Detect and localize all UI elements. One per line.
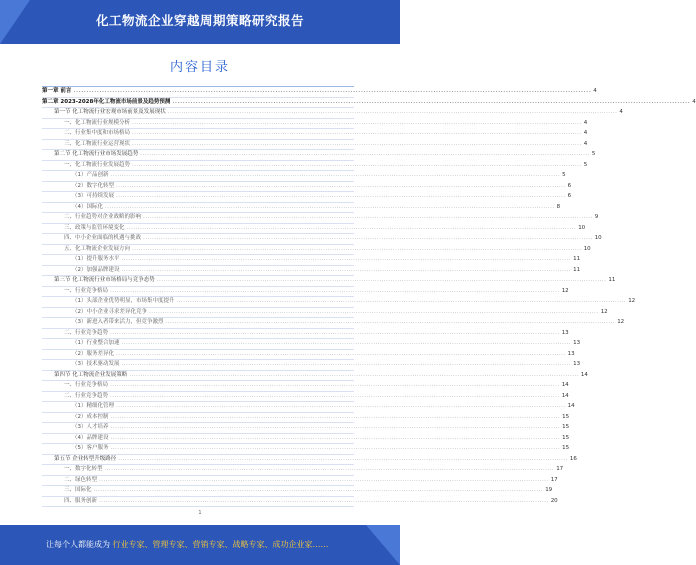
toc-entry-text: （4）国际化 (72, 203, 103, 210)
toc-entry[interactable] (42, 371, 588, 382)
toc-leader-dots: ........................................................................................................................................................................................................ (129, 371, 579, 378)
toc-leader-dots: ........................................................................................................................................................................................................ (104, 466, 555, 472)
toc-entry-text: （2）成本控制 (72, 413, 109, 420)
toc-entry-page: 15 (562, 434, 570, 441)
toc-leader-dots: ........................................................................................................................................................................................................ (121, 266, 572, 273)
toc-leader-dots: ........................................................................................................................................................................................................ (93, 487, 544, 493)
toc-entry-text: 第二节 化工物流行业市场发展趋势 (54, 151, 139, 157)
toc-entry-text: 二、行业竞争趋势 (64, 392, 109, 399)
toc-entry-text: 三、国际化 (64, 487, 92, 493)
toc-entry[interactable] (42, 234, 602, 245)
toc-entry-text: （1）产品创新 (72, 172, 109, 178)
toc-entry-text: 第一节 化工物流行业宏观市场前景及发展现状 (54, 109, 166, 115)
toc-entry-text: 二、行业集中度和市场格局 (64, 130, 131, 136)
toc-entry-text: 三、政策与监管环境变化 (64, 224, 125, 231)
toc-leader-dots: ........................................................................................................................................................................................................ (116, 403, 566, 409)
toc-entry-page: 5 (591, 151, 596, 157)
toc-entry-text: 一、化工物流行业规模分析 (64, 119, 131, 126)
toc-title: 内容目录 (169, 60, 230, 75)
toc-entry-text: （2）服务差异化 (72, 350, 114, 357)
toc-entry-page: 11 (608, 277, 616, 283)
toc-entry[interactable] (42, 392, 569, 403)
toc-entry-text: 第一章 前言 (42, 88, 72, 94)
toc-entry[interactable] (42, 224, 586, 235)
toc-entry[interactable] (42, 360, 581, 371)
toc-entry[interactable] (42, 423, 570, 434)
toc-leader-dots: ........................................................................................................................................................................................................ (110, 329, 560, 336)
toc-entry-page: 17 (550, 476, 558, 483)
toc-leader-dots: ........................................................................................................................................................................................................ (110, 424, 561, 430)
toc-leader-dots: ........................................................................................................................................................................................................ (73, 88, 592, 94)
toc-entry[interactable] (42, 402, 575, 413)
toc-entry[interactable] (42, 171, 566, 182)
toc-entry[interactable] (42, 255, 581, 266)
toc-leader-dots: ........................................................................................................................................................................................................ (121, 256, 572, 262)
toc-leader-dots: ........................................................................................................................................................................................................ (116, 193, 566, 199)
toc-entry[interactable] (42, 161, 588, 172)
page-number: 1 (198, 510, 202, 516)
toc-leader-dots: ........................................................................................................................................................................................................ (126, 224, 577, 231)
toc-entry-page: 13 (561, 329, 569, 336)
toc-entry-page: 15 (562, 413, 570, 420)
toc-entry-page: 9 (594, 214, 599, 220)
toc-entry-text: 五、化工物流企业发展方向 (64, 245, 131, 252)
toc-entry-text: （3）可持续发展 (72, 193, 114, 199)
toc-entry[interactable] (42, 182, 572, 193)
toc-leader-dots: ........................................................................................................................................................................................................ (167, 109, 618, 115)
toc-entry[interactable] (42, 287, 569, 298)
toc-leader-dots: ........................................................................................................................................................................................................ (110, 382, 560, 388)
toc-entry[interactable] (42, 87, 597, 98)
toc-entry-page: 15 (562, 424, 570, 430)
toc-leader-dots: ........................................................................................................................................................................................................ (110, 413, 561, 420)
toc-entry[interactable] (42, 129, 588, 140)
toc-leader-dots: ........................................................................................................................................................................................................ (172, 98, 691, 105)
toc-entry[interactable] (42, 486, 553, 497)
footer-slogan (46, 539, 329, 550)
toc-leader-dots: ........................................................................................................................................................................................................ (110, 434, 561, 441)
toc-entry-page: 4 (583, 130, 588, 136)
toc-entry-text: （1）精细化管理 (72, 403, 114, 409)
toc-entry[interactable] (42, 245, 591, 256)
toc-entry[interactable] (42, 297, 636, 308)
toc-leader-dots: ........................................................................................................................................................................................................ (110, 392, 560, 399)
toc-entry[interactable] (42, 203, 561, 214)
toc-entry-text: 二、行业趋势对企业战略的影响 (64, 214, 142, 220)
toc-entry-text: （5）客户服务 (72, 445, 109, 451)
header-banner (0, 0, 400, 44)
toc-entry-text: 二、行业竞争趋势 (64, 329, 109, 336)
toc-entry-text: 一、化工物流行业发展趋势 (64, 161, 131, 168)
toc-leader-dots: ........................................................................................................................................................................................................ (143, 235, 593, 241)
toc-entry-page: 15 (562, 445, 570, 451)
toc-entry[interactable] (42, 497, 558, 508)
toc-leader-dots: ........................................................................................................................................................................................................ (132, 130, 582, 136)
toc-entry-text: （1）头部企业优势明显，市场集中度提升 (72, 298, 175, 304)
toc-leader-dots: ........................................................................................................................................................................................................ (132, 161, 582, 168)
toc-entry-page: 10 (594, 235, 602, 241)
toc-entry-page: 4 (583, 140, 588, 147)
toc-leader-dots: ........................................................................................................................................................................................................ (156, 277, 607, 283)
toc-entry-text: （2）中小企业寻求差异化竞争 (72, 308, 148, 315)
toc-entry[interactable] (42, 276, 616, 287)
toc-entry-page: 16 (569, 455, 577, 462)
toc-entry-page: 14 (561, 392, 569, 399)
toc-entry[interactable] (42, 308, 608, 319)
toc-entry-text: （3）技术驱动发展 (72, 361, 120, 367)
toc-entry-page: 10 (583, 245, 591, 252)
toc-entry[interactable] (42, 192, 572, 203)
toc-entry-page: 12 (617, 319, 625, 325)
toc-entry-text: 四、中小企业面临的机遇与挑战 (64, 235, 142, 241)
toc-entry-page: 6 (567, 193, 572, 199)
toc-entry-page: 17 (556, 466, 564, 472)
footer-banner (0, 525, 400, 565)
toc-entry-text: 第三节 化工物流行业市场格局与竞争态势 (54, 277, 155, 283)
toc-leader-dots: ........................................................................................................................................................................................................ (116, 350, 566, 357)
toc-entry-page: 19 (545, 487, 553, 493)
toc-entry-page: 13 (567, 350, 575, 357)
toc-entry[interactable] (42, 150, 596, 161)
report-title: 化工物流企业穿越周期策略研究报告 (95, 13, 304, 28)
toc-leader-dots: ........................................................................................................................................................................................................ (121, 340, 572, 346)
toc-entry-text: 第四节 化工物流企业发展策略 (54, 371, 128, 378)
toc-entry-page: 10 (578, 224, 586, 231)
toc-entry-text: （1）行业整合加速 (72, 340, 120, 346)
toc-entry-page: 5 (583, 161, 588, 168)
toc-entry-text: （2）数字化转型 (72, 182, 114, 189)
toc-entry[interactable] (42, 98, 696, 109)
toc-entry[interactable] (42, 444, 570, 455)
toc-entry[interactable] (42, 413, 570, 424)
toc-leader-dots: ........................................................................................................................................................................................................ (149, 308, 599, 315)
toc-leader-dots: ........................................................................................................................................................................................................ (121, 361, 572, 367)
table-of-contents (42, 86, 696, 507)
toc-leader-dots: ........................................................................................................................................................................................................ (118, 455, 568, 462)
toc-entry-text: （1）提升服务水平 (72, 256, 120, 262)
toc-entry-text: 二、绿色转型 (64, 476, 98, 483)
toc-entry[interactable] (42, 465, 564, 476)
toc-entry-page: 12 (561, 287, 569, 294)
toc-entry-text: （4）品牌建设 (72, 434, 109, 441)
toc-entry-page: 4 (583, 119, 588, 126)
toc-entry-page: 13 (573, 361, 581, 367)
toc-entry-page: 4 (593, 88, 597, 94)
toc-leader-dots: ........................................................................................................................................................................................................ (110, 172, 561, 178)
toc-entry[interactable] (42, 339, 581, 350)
toc-entry-page: 8 (556, 203, 561, 210)
toc-entry-text: 三、化工物流行业运营现状 (64, 140, 131, 147)
toc-entry[interactable] (42, 381, 569, 392)
toc-entry-page: 6 (567, 182, 572, 189)
toc-entry-page: 12 (628, 298, 636, 304)
toc-leader-dots: ........................................................................................................................................................................................................ (110, 287, 560, 294)
toc-leader-dots: ........................................................................................................................................................................................................ (99, 497, 549, 504)
toc-entry-page: 13 (573, 340, 581, 346)
toc-entry[interactable] (42, 455, 577, 466)
toc-leader-dots: ........................................................................................................................................................................................................ (143, 214, 593, 220)
toc-entry-text: （3）新进入者带来活力，但竞争激烈 (72, 319, 164, 325)
toc-entry-page: 14 (561, 382, 569, 388)
toc-leader-dots: ........................................................................................................................................................................................................ (105, 203, 555, 210)
toc-entry-text: 一、行业竞争格局 (64, 287, 109, 294)
toc-leader-dots: ........................................................................................................................................................................................................ (165, 319, 616, 325)
toc-leader-dots: ........................................................................................................................................................................................................ (99, 476, 549, 483)
toc-entry-text: （2）加强品牌建设 (72, 266, 120, 273)
toc-entry-page: 5 (562, 172, 566, 178)
toc-entry[interactable] (42, 213, 599, 224)
toc-entry[interactable] (42, 318, 625, 329)
toc-entry-page: 11 (573, 266, 581, 273)
toc-entry-text: 四、服务创新 (64, 497, 98, 504)
toc-entry[interactable] (42, 108, 623, 119)
toc-leader-dots: ........................................................................................................................................................................................................ (132, 245, 582, 252)
toc-leader-dots: ........................................................................................................................................................................................................ (140, 151, 590, 157)
toc-leader-dots: ........................................................................................................................................................................................................ (132, 119, 582, 126)
toc-entry[interactable] (42, 119, 588, 130)
toc-entry-page: 14 (567, 403, 575, 409)
toc-leader-dots: ........................................................................................................................................................................................................ (110, 445, 561, 451)
footer-slant-decoration (366, 525, 400, 565)
toc-entry-text: 第二章 2023-2028年化工物流市场前景及趋势预测 (42, 98, 171, 105)
toc-leader-dots: ........................................................................................................................................................................................................ (116, 182, 566, 189)
toc-entry[interactable] (42, 140, 588, 151)
toc-entry[interactable] (42, 434, 570, 445)
toc-entry-text: （3）人才培养 (72, 424, 109, 430)
toc-entry-page: 4 (692, 98, 696, 105)
toc-entry-text: 一、行业竞争格局 (64, 382, 109, 388)
toc-entry-page: 14 (580, 371, 588, 378)
toc-entry[interactable] (42, 266, 581, 277)
footer-slogan-roles: 行业专家、管理专家、营销专家、战略专家、成功企业家…… (112, 540, 329, 549)
toc-entry-text: 一、数字化转型 (64, 466, 103, 472)
toc-entry-page: 4 (619, 109, 623, 115)
toc-entry[interactable] (42, 350, 575, 361)
toc-leader-dots: ........................................................................................................................................................................................................ (132, 140, 582, 147)
toc-entry-page: 11 (573, 256, 581, 262)
toc-entry[interactable] (42, 329, 569, 340)
footer-slogan-lead: 让每个人都能成为 (46, 540, 110, 549)
toc-entry-page: 12 (600, 308, 608, 315)
toc-entry[interactable] (42, 476, 558, 487)
toc-entry-text: 第五节 企业转型升级路径 (54, 455, 117, 462)
toc-entry-page: 20 (550, 497, 558, 504)
toc-leader-dots: ........................................................................................................................................................................................................ (176, 298, 627, 304)
